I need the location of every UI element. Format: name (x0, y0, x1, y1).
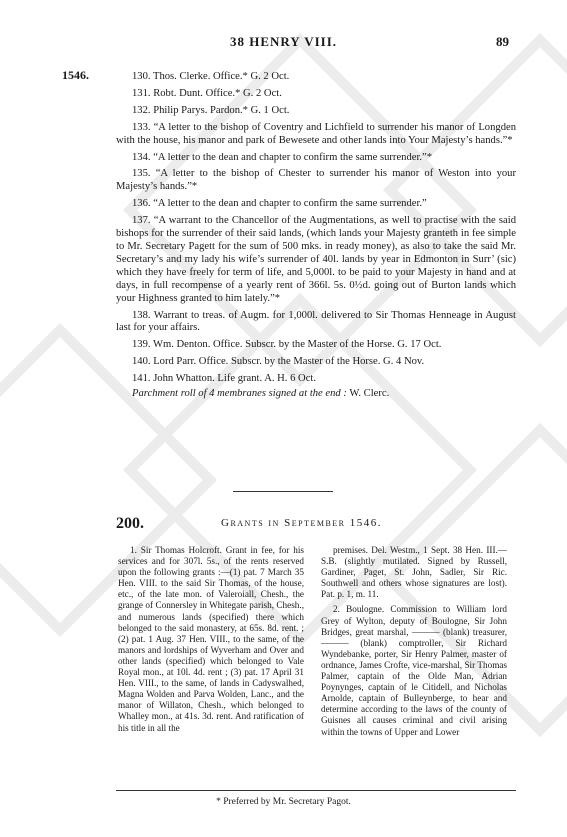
page-header (0, 34, 567, 54)
grants-heading (116, 517, 516, 535)
footnote: * Preferred by Mr. Secretary Pagot. (216, 797, 351, 807)
entry-133: 133. “A letter to the bishop of Coventry and Lichfield to surrender his manor of Longden with the house, his manor and park of Bewesete and other lands into Your Majesty’s hands.”* (116, 121, 516, 146)
entry-141: 141. John Whatton. Life grant. A. H. 6 Oct. (132, 373, 316, 385)
entry-140: 140. Lord Parr. Office. Subscr. by the Master of the Horse. G. 4 Nov. (132, 356, 425, 368)
grant-paragraph: 1. Sir Thomas Holcroft. Grant in fee, for his services and for 307l. 5s., of the rents reserved upon the following grants :—(1) pat. 7 March 35 Hen. VIII. to the said Sir Thomas, of the house, etc., of the late mon. of Valeroiall, Chesh., the grange of Connersley in Whitegate parish, Chesh., and numerous lands (specified) there which belonged to the said monastery, at 65s. 8d. rent. ; (2) pat. 1 Aug. 37 Hen. VIII., to the same, of the manors and lordships of Wyverham and Over and other lands (specified) which belonged to Vale Royal mon., at 10l. 4d. rent ; (3) pat. 17 April 31 Hen. VIII., to the same, of lands in Cadyswalhed, Magna Wolden and Parva Wolden, Lanc., and the manor of Willaton, Chesh., which belonged to Whalley mon., at 41s. 3d. rent. And ratification of his title in all the (118, 545, 304, 733)
parchment-text: Parchment roll of 4 membranes signed at the end : (132, 388, 347, 400)
entry-136: 136. “A letter to the dean and chapter to confirm the same surrender.” (132, 198, 427, 210)
entry-137: 137. “A warrant to the Chancellor of the Augmentations, as well to practise with the said bishops for the surrender of their said lands, (which lands your Majesty granteth in fee simple to Mr. Secretary Pagett for the sum of 500 mks. in ready money), as also to take the said Mr. Secretary’s and my lady his wife’s surrender of 40l. lands by year in Edmonton in Surr’ (sic) which they have freely for term of life, and 5,000l. to be paid to your Majesty in hand and at days, in full recompense of a yearly rent of 366l. 5s. 0½d. going out of Burton lands which your Highness granted to him lately.”* (116, 215, 516, 304)
right-column (321, 545, 507, 742)
entry-139: 139. Wm. Denton. Office. Subscr. by the Master of the Horse. G. 17 Oct. (132, 339, 442, 351)
parchment-note (116, 388, 516, 401)
grants-title: Grants in September 1546. (221, 517, 383, 529)
grant-paragraph: premises. Del. Westm., 1 Sept. 38 Hen. III.—S.B. (slightly mutilated. Signed by Russell, Gardiner, Paget, St. John, Sadler, Sir Ric. Southwell and others whose signatures are lost). Pat. p. 1, m. 11. (321, 545, 507, 600)
parchment-signer: W. Clerc. (346, 388, 390, 400)
entry-135: 135. “A letter to the bishop of Chester to surrender his manor of Weston into your Majesty’s hands.”* (116, 168, 516, 193)
margin-year: 1546. (62, 68, 89, 82)
entry-130: 130. Thos. Clerke. Office.* G. 2 Oct. (132, 71, 290, 82)
footnote-divider (116, 790, 516, 791)
entry-131: 131. Robt. Dunt. Office.* G. 2 Oct. (132, 87, 282, 99)
entry-list (116, 71, 516, 412)
grant-paragraph: 2. Boulogne. Commission to William lord Grey of Wylton, deputy of Boulogne, Sir John Bridges, great marshal, ——— (blank) treasurer, ——— (blank) comptroller, Sir Richard Wyndebanke, porter, Sir Henry Palmer, master of ordnance, James Crofte, vice-marshal, Sir Thomas Palmer, captain of the Olde Man, Adrian Poynynges, captain of le Citidell, and Nicholas Arnolde, captain of Bulleynberge, to hear and determine according to the laws of the county of Guisnes all causes criminal and civil arising within the towns of Upper and Lower (321, 604, 507, 737)
entry-132: 132. Philip Parys. Pardon.* G. 1 Oct. (132, 104, 290, 116)
running-title: 38 HENRY VIII. (229, 34, 338, 49)
page-number: 89 (496, 34, 509, 49)
entry-134: 134. “A letter to the dean and chapter to confirm the same surrender.”* (132, 151, 433, 163)
grants-number: 200. (116, 515, 144, 532)
section-divider (233, 491, 333, 492)
left-column (118, 545, 304, 738)
entry-138: 138. Warrant to treas. of Augm. for 1,000l. delivered to Sir Thomas Henneage in August last for your affairs. (116, 309, 516, 334)
